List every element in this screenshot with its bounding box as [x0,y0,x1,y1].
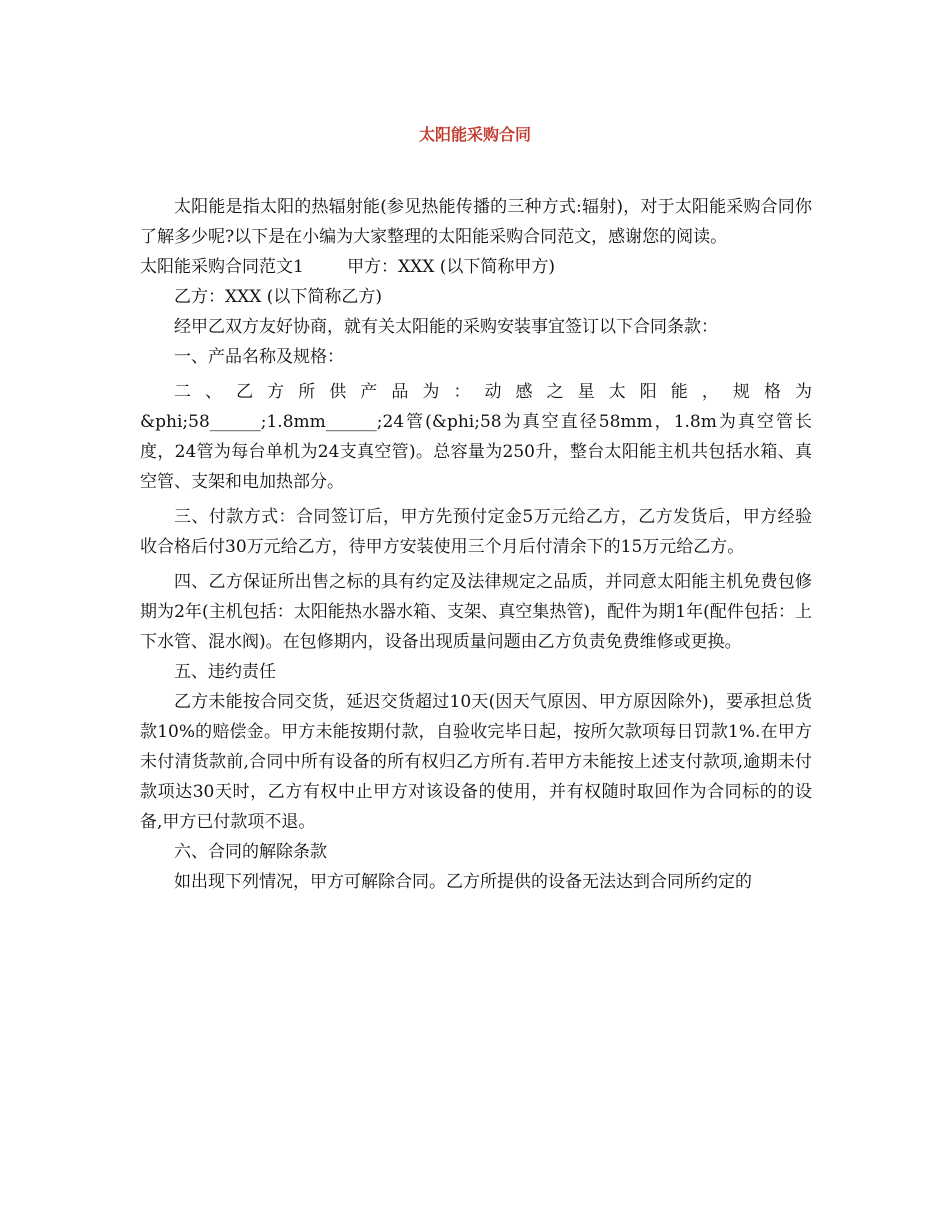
intro-paragraph: 太阳能是指太阳的热辐射能(参见热能传播的三种方式:辐射)，对于太阳能采购合同你了解多少呢?以下是在小编为大家整理的太阳能采购合同范文，感谢您的阅读。 [140,197,812,247]
document-title: 太阳能采购合同 [418,125,531,144]
section-4: 四、乙方保证所出售之标的具有约定及法律规定之品质，并同意太阳能主机免费包修期为2年(主机包括：太阳能热水器水箱、支架、真空集热管)，配件为期1年(配件包括：上下水管、混水阀)。在包修期内，设备出现质量问题由乙方负责免费维修或更换。 [140,572,812,652]
preamble: 经甲乙双方友好协商，就有关太阳能的采购安装事宜签订以下合同条款： [174,317,718,337]
section-2-line1: 二 、 乙 方 所 供 产 品 为 ： 动 感 之 星 太 阳 能 ， 规 格 为 [174,382,812,402]
section-2-rest: &phi;58______;1.8mm______;24管(&phi;58为真空直径58mm，1.8m为真空管长度，24管为每台单机为24支真空管)。总容量为250升，整台太阳能主机共包括水箱、真空管、支架和电加热部分。 [140,412,812,492]
sample-heading-line [140,252,812,282]
sample-heading: 太阳能采购合同范文1 [140,257,304,277]
section-1: 一、产品名称及规格： [174,347,344,367]
section-6: 如出现下列情况，甲方可解除合同。乙方所提供的设备无法达到合同所约定的 [174,872,752,892]
document-body [140,192,812,897]
section-3: 三、付款方式：合同签订后，甲方先预付定金5万元给乙方，乙方发货后，甲方经验收合格后付30万元给乙方，待甲方安装使用三个月后付清余下的15万元给乙方。 [140,507,812,557]
party-b: 乙方：XXX (以下简称乙方) [174,287,382,307]
party-a: 甲方：XXX (以下简称甲方) [347,257,556,277]
section-5-title: 五、违约责任 [174,662,276,682]
section-6-title: 六、合同的解除条款 [174,842,327,862]
section-5: 乙方未能按合同交货，延迟交货超过10天(因天气原因、甲方原因除外)，要承担总货款10%的赔偿金。甲方未能按期付款，自验收完毕日起，按所欠款项每日罚款1%.在甲方未付清货款前,合同中所有设备的所有权归乙方所有.若甲方未能按上述支付款项,逾期未付款项达30天时，乙方有权中止甲方对该设备的使用，并有权随时取回作为合同标的的设备,甲方已付款项不退。 [140,692,812,832]
